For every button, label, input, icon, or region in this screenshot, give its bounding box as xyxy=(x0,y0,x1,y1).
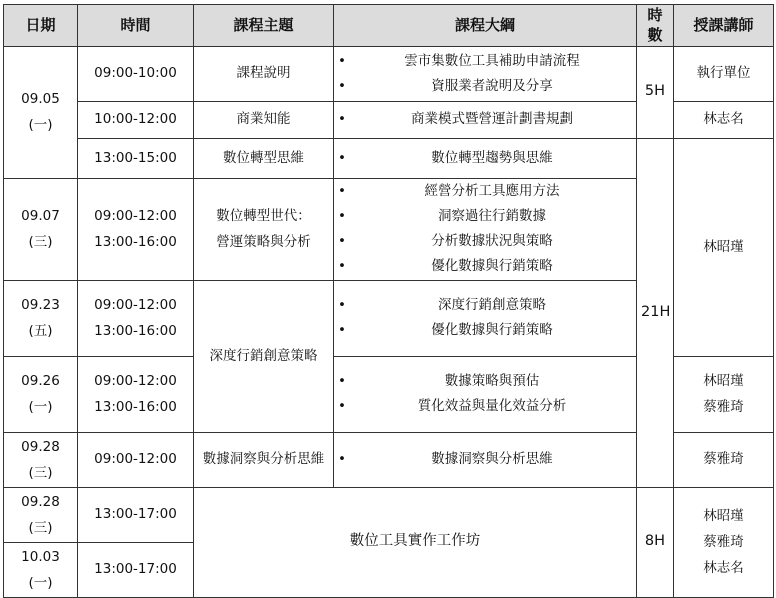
date-text: 09.26 xyxy=(21,373,60,389)
date-text: 09.28 xyxy=(21,493,60,510)
date-cell xyxy=(4,178,78,280)
outline-item: • 數據洞察與分析思維 xyxy=(338,447,632,472)
time-cell xyxy=(78,356,194,432)
instructor-text: 蔡雅琦 xyxy=(703,399,744,415)
table-row xyxy=(4,138,774,178)
date-text: 09.07 xyxy=(21,208,60,224)
time-cell: 13:00-17:00 xyxy=(78,542,194,597)
topic-text: 營運策略與分析 xyxy=(216,234,311,250)
outline-item: • 質化效益與量化效益分析 xyxy=(338,394,632,419)
outline-item: • 深度行銷創意策略 xyxy=(338,293,632,318)
time-cell: 10:00-12:00 xyxy=(78,101,194,138)
date-text: 09.23 xyxy=(21,297,60,313)
topic-cell xyxy=(194,178,334,280)
instructor-text: 林昭瑾 xyxy=(703,373,744,389)
time-cell xyxy=(78,280,194,356)
outline-item: • 數據策略與預估 xyxy=(338,369,632,394)
time-text: 09:00-12:00 xyxy=(94,208,177,224)
header-date: 日期 xyxy=(4,5,78,47)
instructor-cell xyxy=(674,356,774,432)
outline-item: • 數位轉型趨勢與思維 xyxy=(338,146,632,171)
outline-item: • 分析數據狀況與策略 xyxy=(338,229,632,254)
time-text: 09:00-12:00 xyxy=(94,373,177,389)
outline-cell xyxy=(334,46,637,101)
date-cell xyxy=(4,46,78,178)
outline-item: • 經營分析工具應用方法 xyxy=(338,179,632,204)
topic-cell: 課程說明 xyxy=(194,46,334,101)
date-cell xyxy=(4,280,78,356)
instructor-text: 林志名 xyxy=(703,560,744,576)
date-cell xyxy=(4,356,78,432)
outline-item: • 資服業者說明及分享 xyxy=(338,74,632,99)
hours-cell: 8H xyxy=(637,487,674,597)
topic-cell: 數位轉型思維 xyxy=(194,138,334,178)
outline-cell xyxy=(334,101,637,138)
time-cell: 09:00-10:00 xyxy=(78,46,194,101)
time-text: 09:00-12:00 xyxy=(94,297,177,313)
date-cell xyxy=(4,542,78,597)
hours-cell: 21H xyxy=(637,138,674,487)
table-row xyxy=(4,46,774,101)
instructor-cell xyxy=(674,487,774,597)
outline-item: • 優化數據與行銷策略 xyxy=(338,254,632,279)
instructor-cell: 林昭瑾 xyxy=(674,138,774,356)
course-schedule-table xyxy=(3,4,774,598)
time-text: 13:00-16:00 xyxy=(94,234,177,250)
outline-item: • 優化數據與行銷策略 xyxy=(338,318,632,343)
outline-cell xyxy=(334,356,637,432)
time-cell xyxy=(78,178,194,280)
header-instructor: 授課講師 xyxy=(674,5,774,47)
header-row xyxy=(4,5,774,47)
outline-item: • 商業模式暨營運計劃書規劃 xyxy=(338,107,632,132)
header-topic: 課程主題 xyxy=(194,5,334,47)
header-time: 時間 xyxy=(78,5,194,47)
header-outline: 課程大綱 xyxy=(334,5,637,47)
instructor-cell: 林志名 xyxy=(674,101,774,138)
weekday-text: (五) xyxy=(28,323,53,339)
weekday-text: (三) xyxy=(28,234,53,250)
weekday-text: (三) xyxy=(28,519,53,536)
date-text: 09.28 xyxy=(21,438,60,455)
topic-cell: 深度行銷創意策略 xyxy=(194,280,334,432)
outline-item: • 雲市集數位工具補助申請流程 xyxy=(338,49,632,74)
weekday-text: (一) xyxy=(28,574,53,591)
topic-text: 數位轉型世代： xyxy=(216,208,311,224)
hours-cell: 5H xyxy=(637,46,674,138)
weekday-text: (三) xyxy=(28,464,53,481)
workshop-cell: 數位工具實作工作坊 xyxy=(194,487,637,597)
outline-item: • 洞察過往行銷數據 xyxy=(338,204,632,229)
outline-cell xyxy=(334,432,637,487)
table-row xyxy=(4,487,774,542)
weekday-text: (一) xyxy=(28,117,53,133)
time-text: 13:00-16:00 xyxy=(94,399,177,415)
outline-cell xyxy=(334,280,637,356)
instructor-cell: 蔡雅琦 xyxy=(674,432,774,487)
weekday-text: (一) xyxy=(28,399,53,415)
date-text: 10.03 xyxy=(21,548,60,565)
header-hours: 時數 xyxy=(637,5,674,47)
instructor-text: 林昭瑾 xyxy=(703,508,744,524)
time-text: 13:00-16:00 xyxy=(94,323,177,339)
date-cell xyxy=(4,432,78,487)
instructor-text: 蔡雅琦 xyxy=(703,534,744,550)
time-cell: 09:00-12:00 xyxy=(78,432,194,487)
topic-cell: 數據洞察與分析思維 xyxy=(194,432,334,487)
time-cell: 13:00-15:00 xyxy=(78,138,194,178)
outline-cell xyxy=(334,178,637,280)
topic-cell: 商業知能 xyxy=(194,101,334,138)
date-text: 09.05 xyxy=(21,91,60,107)
outline-cell xyxy=(334,138,637,178)
date-cell xyxy=(4,487,78,542)
instructor-cell: 執行單位 xyxy=(674,46,774,101)
time-cell: 13:00-17:00 xyxy=(78,487,194,542)
